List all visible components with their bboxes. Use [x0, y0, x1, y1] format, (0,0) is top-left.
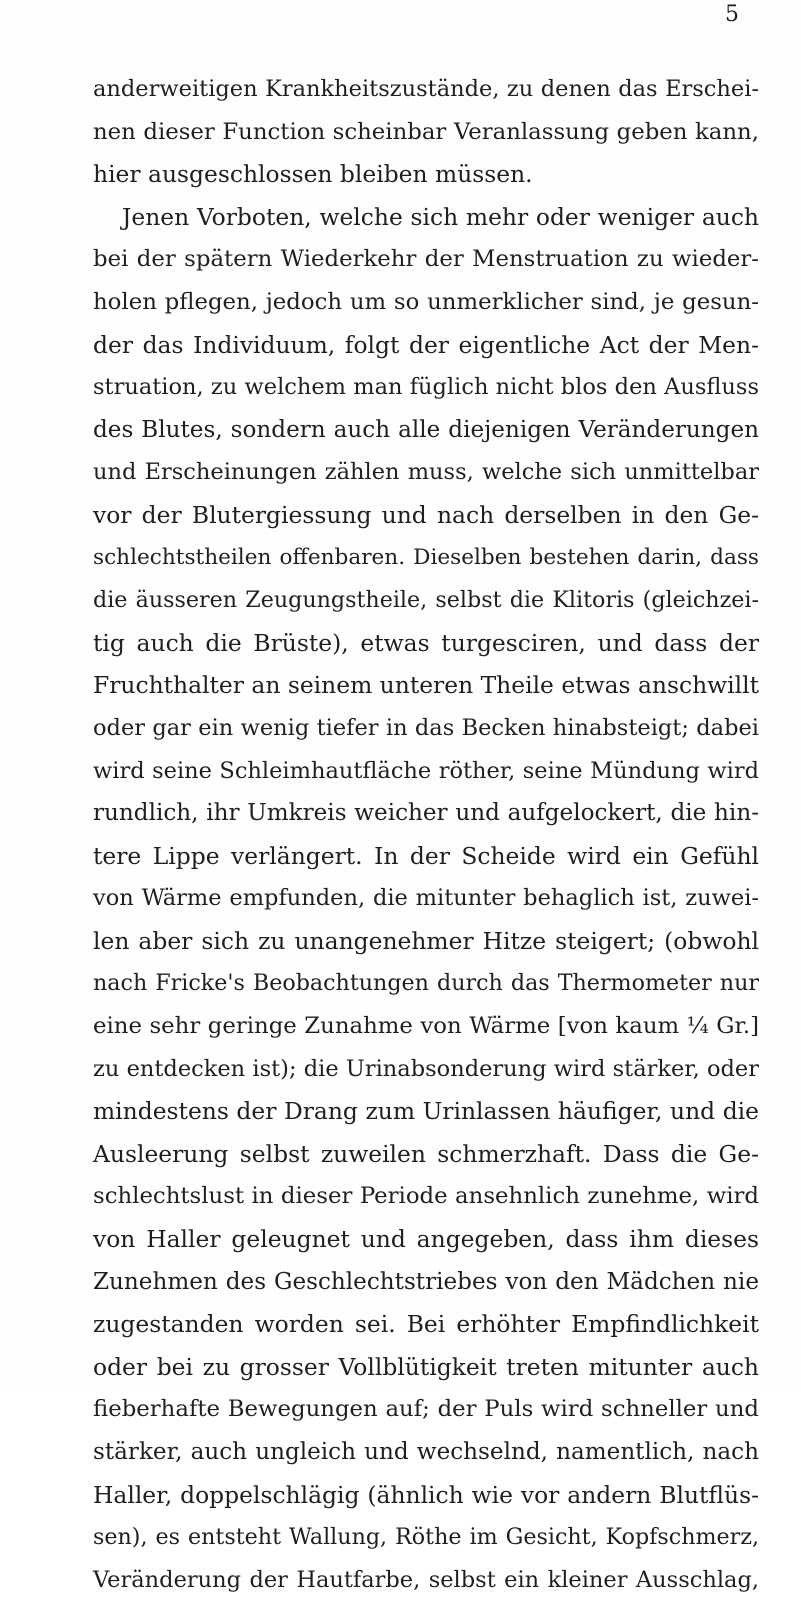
text-line: fieberhafte Bewegungen auf; der Puls wird schneller und — [93, 1396, 759, 1423]
body-text — [93, 68, 759, 1601]
text-line: holen pflegen, jedoch um so unmerklicher sind, je gesun- — [93, 288, 759, 315]
text-line: nach Fricke's Beobachtungen durch das Thermometer nur — [93, 970, 759, 997]
text-line: zugestanden worden sei. Bei erhöhter Empfindlichkeit — [93, 1310, 759, 1339]
text-line: bei der spätern Wiederkehr der Menstruation zu wieder- — [93, 246, 759, 273]
text-line: von Haller geleugnet und angegeben, dass ihm dieses — [93, 1225, 759, 1254]
text-line: und Erscheinungen zählen muss, welche sich unmittelbar — [93, 459, 759, 486]
text-line: mindestens der Drang zum Urinlassen häufiger, und die — [93, 1097, 759, 1126]
text-line: tere Lippe verlängert. In der Scheide wird ein Gefühl — [93, 841, 759, 870]
text-line: der das Individuum, folgt der eigentliche Act der Men- — [93, 330, 759, 359]
text-line: schlechtslust in dieser Periode ansehnlich zunehme, wird — [93, 1183, 759, 1210]
text-line: Jenen Vorboten, welche sich mehr oder weniger auch — [122, 202, 759, 231]
text-line: Fruchthalter an seinem unteren Theile etwas anschwillt — [93, 671, 760, 700]
text-line: Zunehmen des Geschlechtstriebes von den Mädchen nie — [93, 1268, 759, 1295]
text-line: struation, zu welchem man füglich nicht blos den Ausfluss — [93, 374, 759, 401]
text-line: tig auch die Brüste), etwas turgesciren, und dass der — [93, 628, 759, 657]
text-line: sen), es entsteht Wallung, Röthe im Gesicht, Kopfschmerz, — [93, 1524, 759, 1551]
text-line: oder bei zu grosser Vollblütigkeit treten mitunter auch — [93, 1352, 759, 1381]
text-line: len aber sich zu unangenehmer Hitze steigert; (obwohl — [93, 926, 759, 955]
text-line: von Wärme empfunden, die mitunter behaglich ist, zuwei- — [93, 885, 759, 912]
page-number: 5 — [725, 2, 739, 27]
text-line: wird seine Schleimhautfläche röther, seine Mündung wird — [93, 757, 759, 784]
text-line: schlechtstheilen offenbaren. Dieselben bestehen darin, dass — [93, 544, 759, 570]
text-line: nen dieser Function scheinbar Veranlassung geben kann, — [93, 118, 759, 145]
text-line: oder gar ein wenig tiefer in das Becken hinabsteigt; dabei — [93, 714, 759, 741]
text-line: des Blutes, sondern auch alle diejenigen Veränderungen — [93, 416, 759, 443]
text-line: Ausleerung selbst zuweilen schmerzhaft. Dass die Ge- — [93, 1139, 759, 1168]
text-line: eine sehr geringe Zunahme von Wärme [von kaum ¼ Gr.] — [93, 1013, 759, 1040]
text-line: rundlich, ihr Umkreis weicher und aufgelockert, die hin- — [93, 800, 759, 827]
text-line: stärker, auch ungleich und wechselnd, namentlich, nach — [93, 1439, 759, 1465]
text-line: hier ausgeschlossen bleiben müssen. — [93, 160, 533, 189]
text-line: die äusseren Zeugungstheile, selbst die Klitoris (gleichzei- — [93, 587, 759, 614]
text-line: Haller, doppelschlägig (ähnlich wie vor andern Blutflüs- — [93, 1480, 759, 1509]
text-line: Veränderung der Hautfarbe, selbst ein kleiner Ausschlag, — [93, 1566, 759, 1593]
text-line: vor der Blutergiessung und nach derselben in den Ge- — [93, 500, 759, 529]
text-line: anderweitigen Krankheitszustände, zu denen das Erschei- — [93, 76, 759, 102]
text-line: zu entdecken ist); die Urinabsonderung wird stärker, oder — [93, 1055, 759, 1082]
